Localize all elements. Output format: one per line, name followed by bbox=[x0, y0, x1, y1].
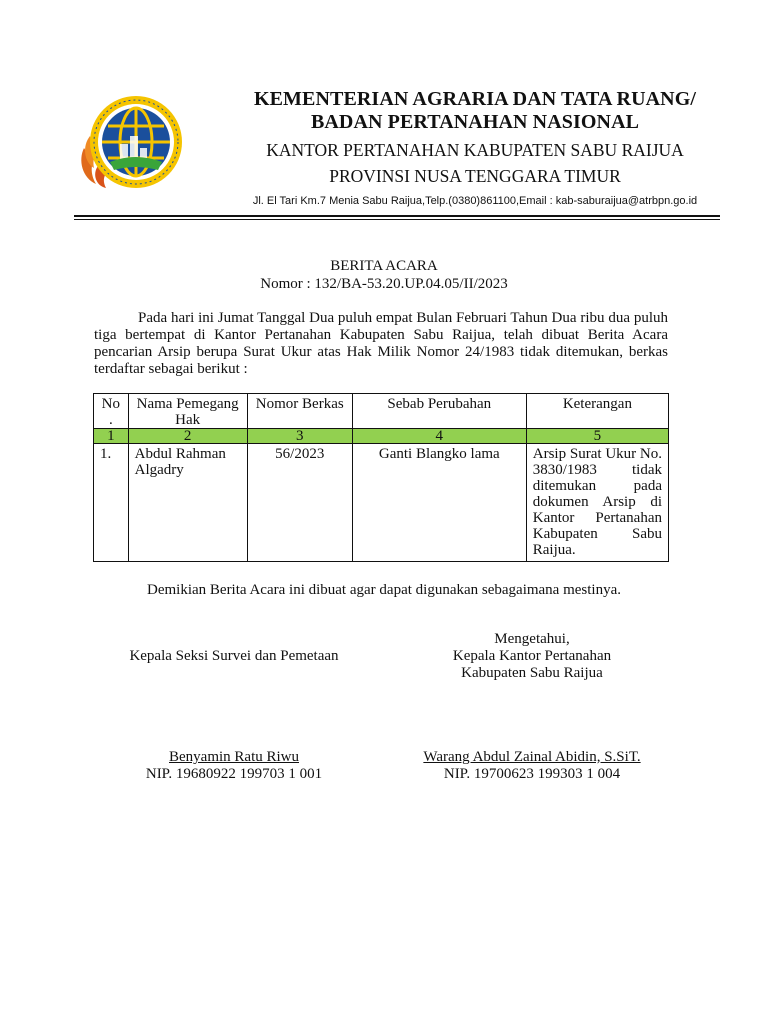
column-number: 5 bbox=[526, 429, 668, 444]
document-number: Nomor : 132/BA-53.20.UP.04.05/II/2023 bbox=[260, 276, 508, 292]
left-signer-title: Kepala Seksi Survei dan Pemetaan bbox=[129, 648, 339, 664]
right-signer-title-2: Kabupaten Sabu Raijua bbox=[461, 665, 603, 681]
header-sebab: Sebab Perubahan bbox=[352, 394, 526, 429]
records-table bbox=[93, 393, 669, 562]
cell-keterangan: Arsip Surat Ukur No. 3830/1983 tidak ditemukan pada dokumen Arsip di Kantor Pertanahan Kabupaten Sabu Raijua. bbox=[526, 444, 668, 562]
office-name: KANTOR PERTANAHAN KABUPATEN SABU RAIJUA bbox=[266, 140, 684, 160]
office-address: Jl. El Tari Km.7 Menia Sabu Raijua,Telp.(0380)861100,Email : kab-saburaijua@atrbpn.go.id bbox=[252, 195, 698, 207]
ministry-line-2: BADAN PERTANAHAN NASIONAL bbox=[310, 111, 640, 133]
province-name: PROVINSI NUSA TENGGARA TIMUR bbox=[329, 166, 621, 186]
document-title: BERITA ACARA bbox=[330, 258, 438, 274]
cell-nomor-berkas: 56/2023 bbox=[247, 444, 352, 562]
right-signer-block bbox=[412, 631, 652, 682]
header-rule-thin bbox=[74, 219, 720, 220]
acknowledged-label: Mengetahui, bbox=[494, 631, 570, 647]
header-nama: Nama Pemegang Hak bbox=[128, 394, 247, 429]
column-number: 4 bbox=[352, 429, 526, 444]
table-header-row bbox=[94, 394, 669, 429]
column-number: 3 bbox=[247, 429, 352, 444]
header-nomor-berkas: Nomor Berkas bbox=[247, 394, 352, 429]
right-signer-title-1: Kepala Kantor Pertanahan bbox=[452, 648, 612, 664]
header-no: No . bbox=[94, 394, 129, 429]
left-signer-name: Benyamin Ratu Riwu bbox=[169, 749, 299, 765]
cell-nama: Abdul Rahman Algadry bbox=[128, 444, 247, 562]
closing-statement: Demikian Berita Acara ini dibuat agar dapat digunakan sebagaimana mestinya. bbox=[147, 582, 621, 598]
ministry-line-1: KEMENTERIAN AGRARIA DAN TATA RUANG/ bbox=[253, 88, 697, 110]
cell-no: 1. bbox=[94, 444, 129, 562]
table-row bbox=[94, 444, 669, 562]
column-number-row bbox=[94, 429, 669, 444]
left-signer-nip: NIP. 19680922 199703 1 001 bbox=[145, 766, 323, 782]
header-rule-thick bbox=[74, 215, 720, 217]
right-signer-name: Warang Abdul Zainal Abidin, S.SiT. bbox=[423, 749, 641, 765]
document-body: Pada hari ini Jumat Tanggal Dua puluh empat Bulan Februari Tahun Dua ribu dua puluh tiga bertempat di Kantor Pertanahan Kabupaten Sabu Raijua, telah dibuat Berita Acara pencarian Arsip berupa Surat Ukur atas Hak Milik Nomor 24/1983 tidak ditemukan, berkas terdaftar sebagai berikut : bbox=[94, 310, 668, 377]
header-keterangan: Keterangan bbox=[526, 394, 668, 429]
column-number: 2 bbox=[128, 429, 247, 444]
right-signer-nip: NIP. 19700623 199303 1 004 bbox=[443, 766, 621, 782]
cell-sebab: Ganti Blangko lama bbox=[352, 444, 526, 562]
atr-bpn-emblem-icon bbox=[76, 90, 188, 195]
column-number: 1 bbox=[94, 429, 129, 444]
